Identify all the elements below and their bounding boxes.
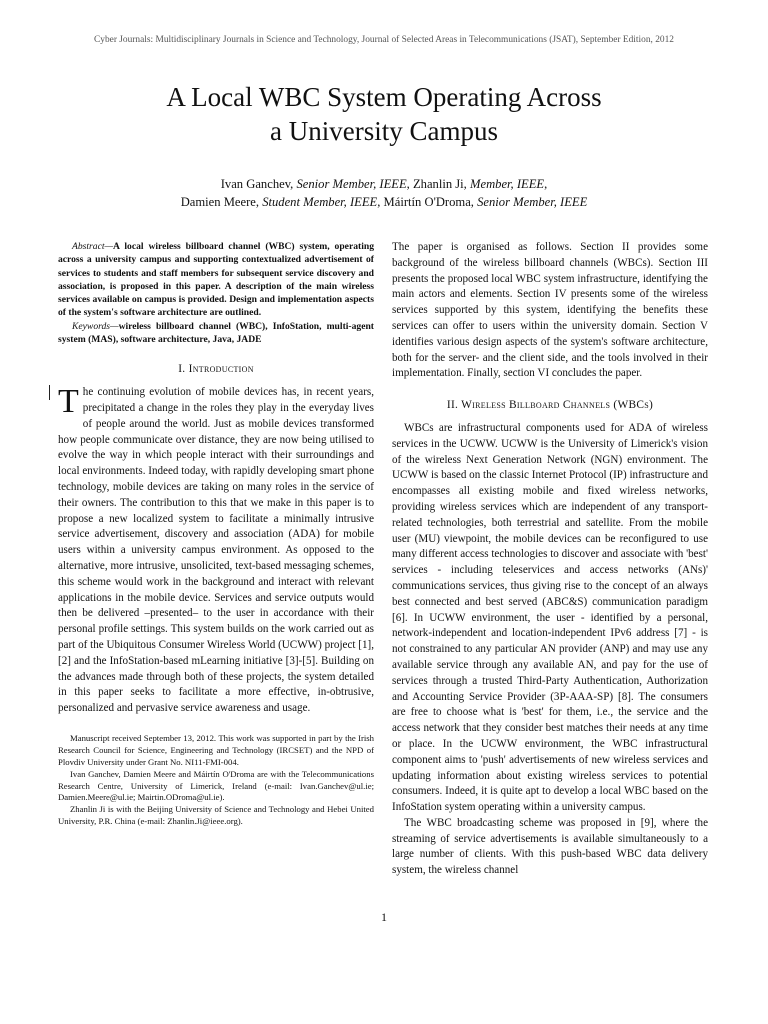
right-column xyxy=(392,240,708,879)
footnote-manuscript: Manuscript received September 13, 2012. This work was supported in part by the Irish Research Council for Science, Engineering and Technology (IRCSET) and the NPD of Plovdiv University under Grant No. NI11-FMI-004. xyxy=(58,732,374,767)
organisation-paragraph: The paper is organised as follows. Section II provides some background of the wireless billboard channels (WBCs). Section III presents the proposed local WBC system infrastructure, identifying the main actors and elements. Section IV presents some of the wireless services supported by this system, identifying the benefits these services can offer to users within the university domain. Section V identifies various design aspects of the system's software architecture, both for the server- and the client side, and the tools involved in their implementation. Finally, section VI concludes the paper. xyxy=(392,241,708,380)
footnote xyxy=(58,733,374,828)
author-role: Senior Member, IEEE xyxy=(296,177,407,191)
keywords-lead: Keywords— xyxy=(72,320,119,332)
author-separator: , xyxy=(544,177,548,191)
section-heading-wbc: II. Wireless Billboard Channels (WBCs) xyxy=(446,399,654,412)
drop-cap: T xyxy=(58,383,79,421)
footnote-affiliation-1: Ivan Ganchev, Damien Meere and Máirtín O'Droma are with the Telecommunications Research Centre, University of Limerick, Ireland (e-mail: Ivan.Ganchev@ul.ie; Damien.Meere@ul.ie; Mairtin.ODroma@ul.ie). xyxy=(58,768,374,803)
author-name: , Máirtín O'Droma, xyxy=(377,195,478,209)
left-column xyxy=(58,240,374,828)
section-heading-introduction: I. Introduction xyxy=(178,363,254,376)
author-name: Damien Meere, xyxy=(180,195,263,209)
page-number: 1 xyxy=(381,910,387,924)
author-role: Student Member, IEEE xyxy=(262,195,378,209)
author-role: Senior Member, IEEE xyxy=(477,195,588,209)
text-cursor xyxy=(49,385,50,400)
title-line-1: A Local WBC System Operating Across xyxy=(166,82,602,112)
paper-title xyxy=(0,80,768,148)
author-line-1 xyxy=(0,175,768,193)
wbc-paragraph-1: WBCs are infrastructural components used for ADA of wireless services in the UCWW. UCWW is the University of Limerick's vision of the wireless Next Generation Network (NGN) environment. The UCWW is based on the classic Internet Protocol (IP) infrastructure and encompasses all existing mobile and fixed wireless networks, providing wireless services which are independent of any transport-related technologies, both terrestrial and satellite. From the mobile user (MU) viewpoint, the mobile devices can be reconfigured to use many different access technologies to discover and associate with 'best' services - including teleservices and access networks (ANs)' communications services, thus giving rise to the concept of an always best connected and best served (ABC&S) communication paradigm [6]. In UCWW environment, the user - identified by a personal, network-independent and location-independent IPv6 address [7] - is not constrained to any particular AN provider (ANP) and may use any available service through any available AN, and pay for the use of services through a trusted Third-Party Authentication, Authorization and Accounting Service Provider (3P-AAA-SP) [8]. The consumers are free to choose what is 'best' for them, i.e., the service and the access network that they consider best matches their needs at any time or place. In the UCWW environment, the WBC infrastructural component aims to 'push' advertisements of new wireless services and updating information about existing wireless services to potential consumers. Indeed, it is quite apt to develop a local WBC based on the InfoStation system operating within a university campus. xyxy=(392,421,708,814)
keywords-text: wireless billboard channel (WBC), InfoStation, multi-agent system (MAS), software architecture, Java, JADE xyxy=(58,320,374,346)
keywords xyxy=(58,320,374,347)
title-line-2: a University Campus xyxy=(270,116,498,146)
footnote-affiliation-2: Zhanlin Ji is with the Beijing University of Science and Technology and Hebei United University, P.R. China (e-mail: Zhanlin.Ji@ieee.org). xyxy=(58,804,374,827)
introduction-paragraph xyxy=(58,385,374,717)
author-list xyxy=(0,175,768,211)
abstract-lead: Abstract— xyxy=(72,241,114,252)
abstract xyxy=(58,240,374,320)
abstract-text: A local wireless billboard channel (WBC) system, operating across a university campus and supporting contextualized advertisement of services to students and staff members for subsequent service discovery and association, is proposed in this paper. A description of the main wireless services available on campus is provided. Design and implementation aspects of the system's software architecture are outlined. xyxy=(58,241,374,319)
author-name: Ivan Ganchev, xyxy=(220,177,297,191)
introduction-text: he continuing evolution of mobile devices has, in recent years, precipitated a change in the roles they play in the everyday lives of people around the world. Just as mobile devices transformed how people communicate over distance, they are now being utilised to evolve the way in which people interact with their surroundings and local environments. Indeed today, with rapidly developing smart phone technology, mobile devices are taking on many roles in the service of their owners. The contribution to this that we make in this paper is to propose a new localized system to facilitate a minimally intrusive service advertisement, discovery and association (ADA) for mobile users within a university campus environment. As opposed to the alternative, more intrusive, unsolicited, text-based messaging schemes, this scheme would work in the background and interact with relevant applications in the mobile device. Services and service outputs would then be delivered –presented– to the user in accordance with their personal profile settings. This system builds on the work carried out as part of the Ubiquitous Consumer Wireless World (UCWW) project [1], [2] and the InfoStation-based mLearning initiative [3]-[5]. Building on the advances made through both of these projects, the system detailed in this paper seeks to facilitate a more effective, in-obtrusive, personalized and pervasive service awareness and usage. xyxy=(58,386,374,715)
running-head: Cyber Journals: Multidisciplinary Journals in Science and Technology, Journal of Selected Areas in Telecommunications (JSAT), September Edition, 2012 xyxy=(94,35,674,45)
author-name: , Zhanlin Ji, xyxy=(406,177,470,191)
author-role: Member, IEEE xyxy=(469,177,545,191)
author-line-2 xyxy=(0,193,768,211)
wbc-paragraph-2: The WBC broadcasting scheme was proposed in [9], where the streaming of service advertisements is available simultaneously to a large number of clients. With this push-based WBC data delivery system, the wireless channel xyxy=(392,816,708,877)
